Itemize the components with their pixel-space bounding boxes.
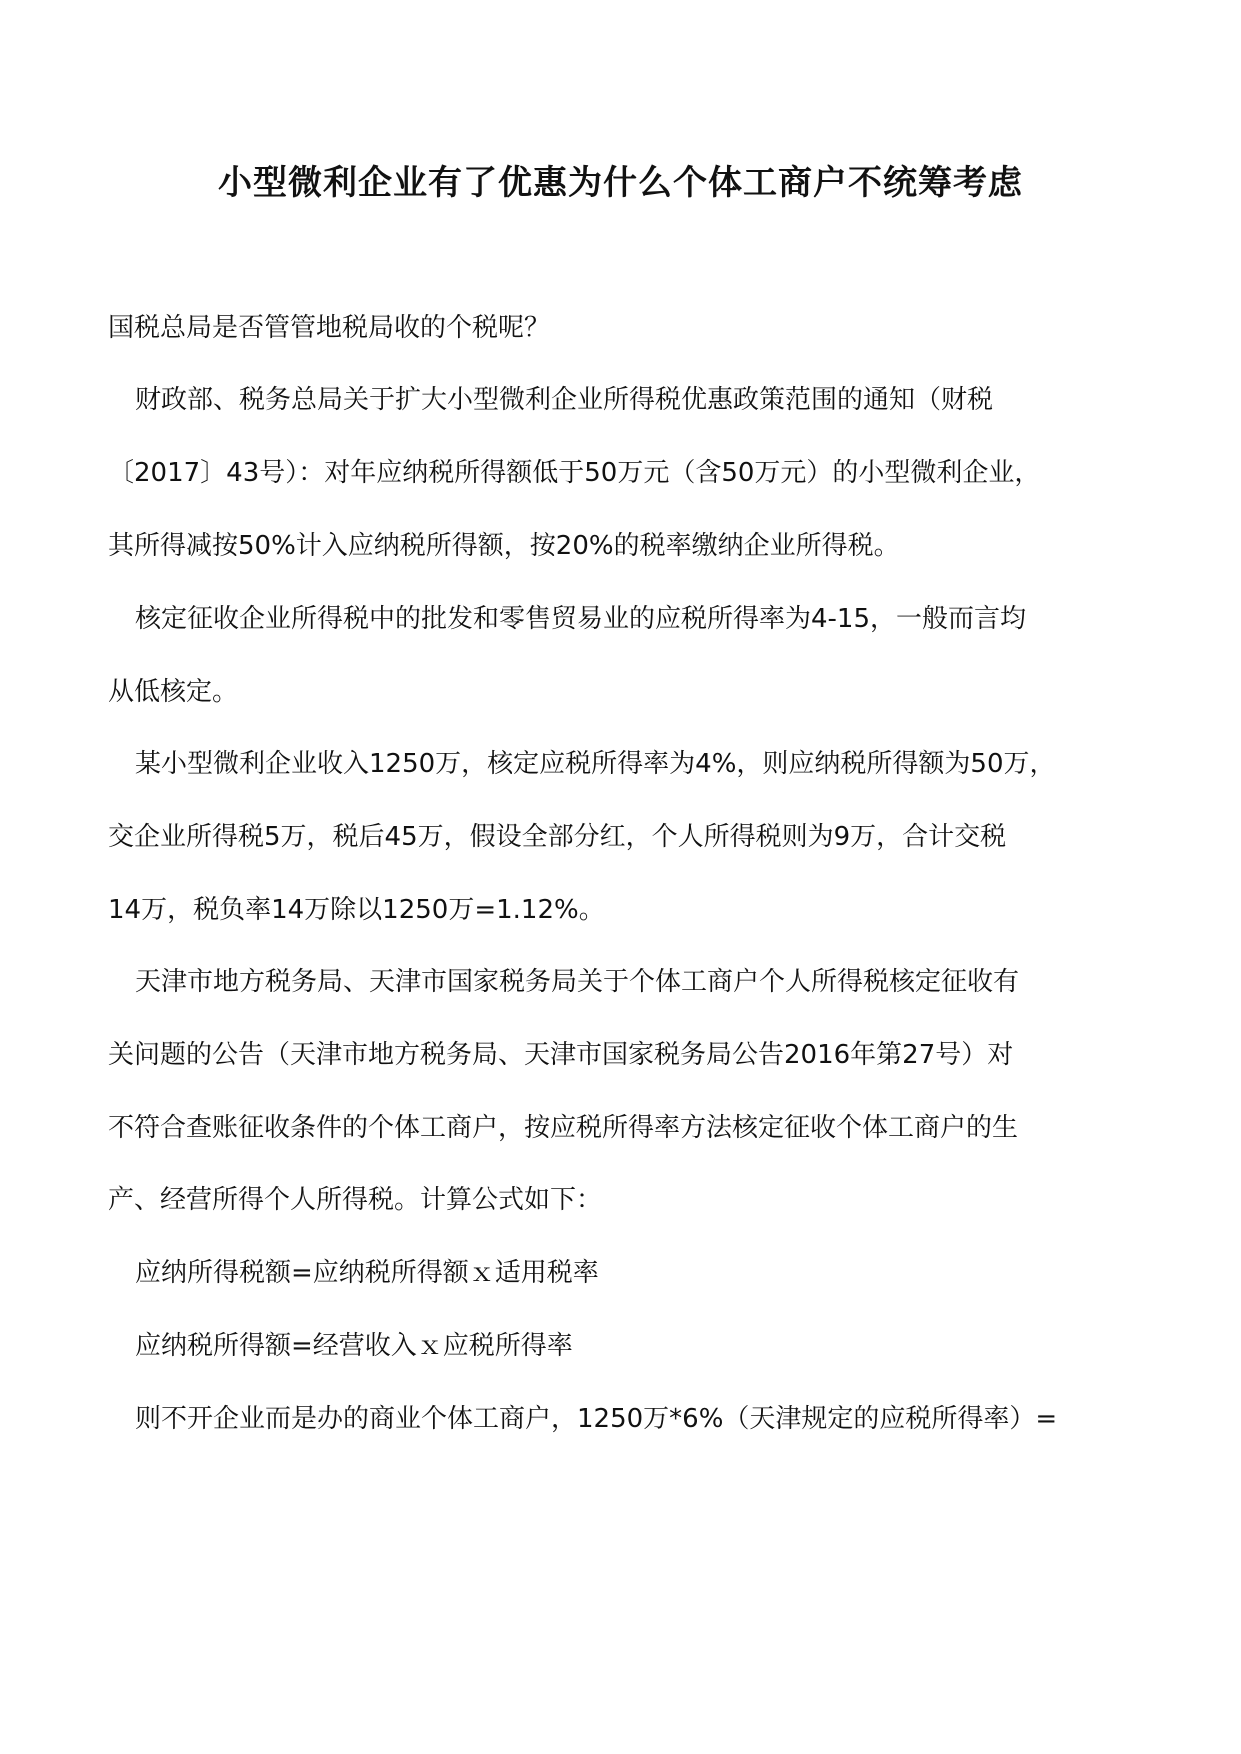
text-line: 核定征收企业所得税中的批发和零售贸易业的应税所得率为4-15，一般而言均 [135, 604, 1027, 634]
text-line: 交企业所得税5万，税后45万，假设全部分红，个人所得税则为9万，合计交税 [108, 822, 1007, 852]
text-line: 从低核定。 [108, 677, 239, 707]
formula-line: 应纳税所得额=经营收入ｘ应税所得率 [135, 1331, 573, 1361]
text-line: 某小型微利企业收入1250万，核定应税所得率为4%，则应纳税所得额为50万， [135, 749, 1056, 779]
text-line: 天津市地方税务局、天津市国家税务局关于个体工商户个人所得税核定征收有 [135, 967, 1020, 997]
text-line: 财政部、税务总局关于扩大小型微利企业所得税优惠政策范围的通知（财税 [135, 385, 994, 415]
text-line: 产、经营所得个人所得税。计算公式如下： [108, 1185, 603, 1215]
document-title: 小型微利企业有了优惠为什么个体工商户不统筹考虑 [218, 163, 1023, 203]
text-line: 则不开企业而是办的商业个体工商户，1250万*6%（天津规定的应税所得率）= [135, 1404, 1058, 1434]
text-line: 不符合查账征收条件的个体工商户，按应税所得率方法核定征收个体工商户的生 [108, 1113, 1019, 1143]
text-line: 国税总局是否管管地税局收的个税呢？ [108, 313, 551, 343]
text-line: 其所得减按50%计入应纳税所得额，按20%的税率缴纳企业所得税。 [108, 531, 900, 561]
text-line: 关问题的公告（天津市地方税务局、天津市国家税务局公告2016年第27号）对 [108, 1040, 1014, 1070]
text-line: 14万，税负率14万除以1250万=1.12%。 [108, 895, 605, 925]
formula-line: 应纳所得税额=应纳税所得额ｘ适用税率 [135, 1258, 599, 1288]
text-line: 〔2017〕43号）：对年应纳税所得额低于50万元（含50万元）的小型微利企业， [108, 458, 1041, 488]
